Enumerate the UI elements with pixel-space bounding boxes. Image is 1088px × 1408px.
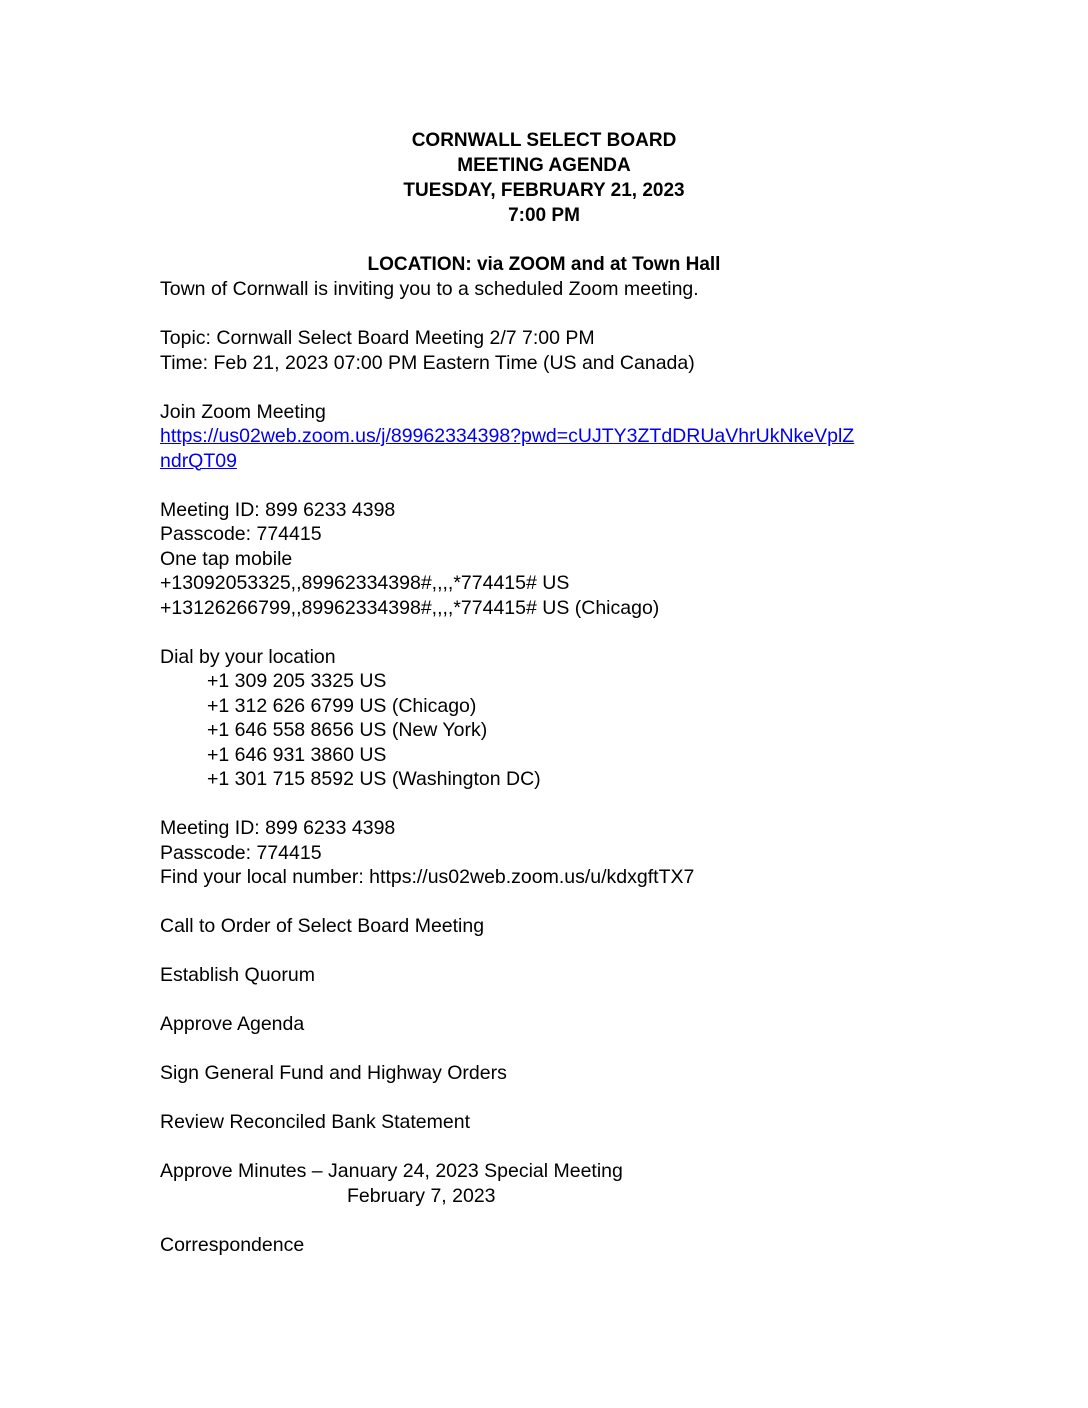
agenda-body bbox=[160, 277, 960, 1257]
one-tap-label: One tap mobile bbox=[160, 547, 293, 570]
meeting-id: Meeting ID: 899 6233 4398 bbox=[160, 817, 396, 839]
join-zoom-link[interactable]: https://us02web.zoom.us/j/89962334398?pwd=cUJTY3ZTdDRUaVhrUkNkeVplZ bbox=[160, 425, 855, 447]
agenda-item-correspondence: Correspondence bbox=[160, 1233, 305, 1256]
passcode: Passcode: 774415 bbox=[160, 841, 322, 864]
agenda-item-call-to-order: Call to Order of Select Board Meeting bbox=[160, 915, 485, 937]
dial-number: +1 309 205 3325 US bbox=[207, 670, 387, 692]
dial-number: +1 646 931 3860 US bbox=[207, 743, 387, 766]
dial-label: Dial by your location bbox=[160, 645, 336, 668]
one-tap-number: +13092053325,,89962334398#,,,,*774415# US bbox=[160, 572, 570, 594]
agenda-item-bank-statement: Review Reconciled Bank Statement bbox=[160, 1111, 470, 1133]
agenda-item-quorum: Establish Quorum bbox=[160, 964, 315, 986]
meeting-id: Meeting ID: 899 6233 4398 bbox=[160, 498, 396, 521]
agenda-header bbox=[0, 128, 1088, 228]
topic-text: Topic: Cornwall Select Board Meeting 2/7 7:00 PM bbox=[160, 327, 595, 349]
time-text: Time: Feb 21, 2023 07:00 PM Eastern Time (US and Canada) bbox=[160, 351, 695, 374]
join-zoom-link-continued[interactable]: ndrQT09 bbox=[160, 449, 237, 472]
find-local-number: Find your local number: https://us02web.zoom.us/u/kdxgftTX7 bbox=[160, 866, 695, 888]
board-title: CORNWALL SELECT BOARD bbox=[411, 130, 677, 151]
meeting-time: 7:00 PM bbox=[508, 205, 580, 226]
invite-text: Town of Cornwall is inviting you to a scheduled Zoom meeting. bbox=[160, 278, 699, 300]
dial-number: +1 312 626 6799 US (Chicago) bbox=[207, 694, 477, 717]
agenda-item-sign-orders: Sign General Fund and Highway Orders bbox=[160, 1062, 507, 1084]
agenda-item-approve-agenda: Approve Agenda bbox=[160, 1013, 305, 1035]
dial-number: +1 301 715 8592 US (Washington DC) bbox=[207, 768, 541, 790]
dial-number: +1 646 558 8656 US (New York) bbox=[207, 719, 488, 741]
agenda-item-minutes-date: February 7, 2023 bbox=[347, 1184, 496, 1207]
agenda-item-minutes: Approve Minutes – January 24, 2023 Special Meeting bbox=[160, 1160, 623, 1182]
one-tap-number: +13126266799,,89962334398#,,,,*774415# US (Chicago) bbox=[160, 596, 660, 619]
agenda-title: MEETING AGENDA bbox=[457, 155, 631, 176]
meeting-location: LOCATION: via ZOOM and at Town Hall bbox=[367, 254, 721, 275]
meeting-date: TUESDAY, FEBRUARY 21, 2023 bbox=[403, 180, 685, 201]
join-label: Join Zoom Meeting bbox=[160, 400, 326, 423]
passcode: Passcode: 774415 bbox=[160, 523, 322, 545]
